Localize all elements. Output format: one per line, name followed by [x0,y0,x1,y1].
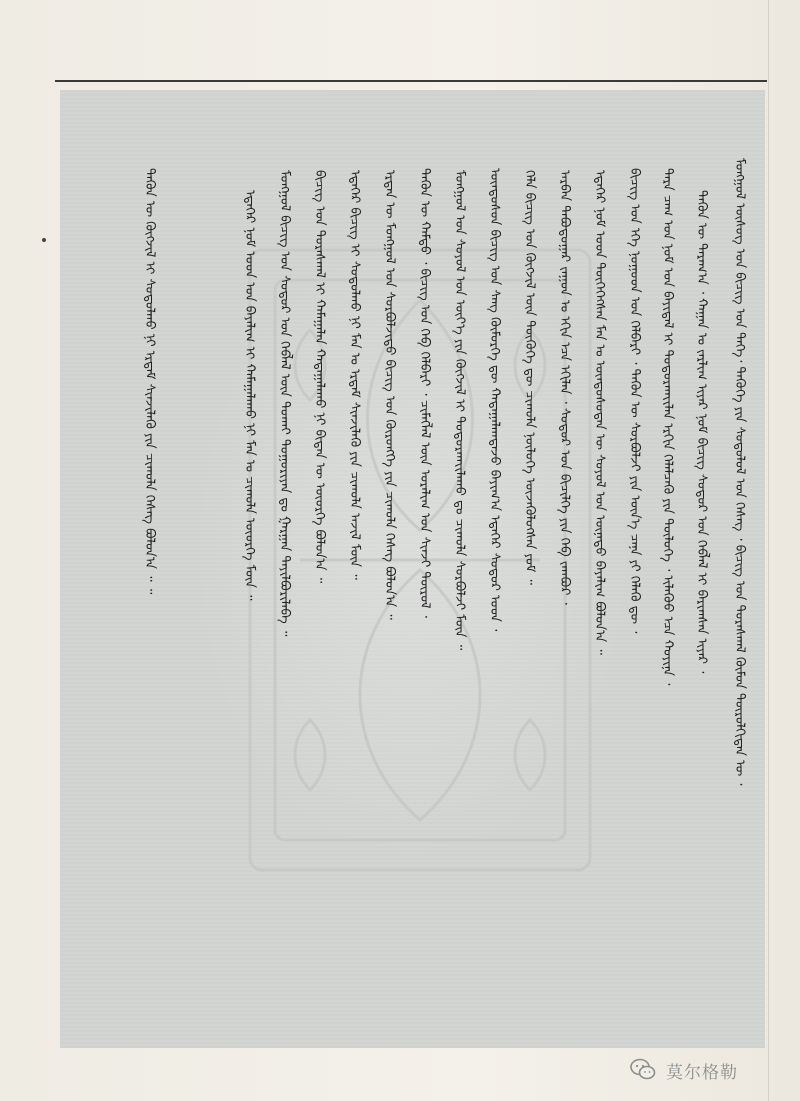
text-column-8: ᠦᠨᠳᠦᠰᠦᠨ ᠪᠢᠴᠢᠭ ᠤᠨ ᠰᠠᠩ ᠬᠥᠮᠥᠷᠭᠡ ᠳᠦ ᠬᠠᠳᠠᠭᠠᠯᠠᠭᠳᠠᠵᠤ ᠪᠠᠶᠢᠭ᠎ᠠ ᠡᠳᠡᠭᠡᠷ ᠰᠤᠳᠤᠷ ᠤᠳ ᠂ [487,168,502,632]
watermark-text: 莫尔格勒 [666,1062,738,1083]
header-rule [55,80,767,82]
text-column-12: ᠡᠳᠡᠭᠡᠷ ᠪᠢᠴᠢᠭ ᠢ ᠰᠤᠳᠤᠯᠬᠤ ᠨᠢ ᠮᠠᠨ ᠤ ᠡᠷᠳᠡᠮ ᠰᠢᠨᠵᠢᠯᠡᠬᠦ ᠶᠢᠨ ᠴᠢᠬᠤᠯᠠ ᠠᠵᠢᠯ ᠮᠥᠨ ᠃ [347,170,362,580]
wechat-icon [630,1058,656,1082]
page-edge [768,0,769,1101]
text-column-13: ᠪᠢᠴᠢᠭ ᠤᠨ ᠳᠤᠷᠠᠰᠬᠠᠯ ᠢ ᠬᠠᠮᠠᠭᠠᠯᠠᠨ ᠬᠠᠳᠠᠭᠠᠯᠠᠬᠤ ᠨᠢ ᠪᠢᠳᠡᠨ ᠦ ᠦᠦᠷᠭᠡ ᠪᠣᠯᠤᠨ᠎ᠠ ᠃ [312,170,327,584]
text-column-1: ᠮᠣᠩᠭᠣᠯ ᠦᠰᠦᠭ ᠤᠨ ᠪᠢᠴᠢᠭ ᠤᠨ ᠲᠡᠬᠡ᠂ ᠲᠡᠭᠦᠬᠡ ᠶᠢᠨ ᠰᠤᠳᠤᠯᠤᠯ ᠤᠨ ᠬᠡᠰᠡᠭ ᠂ ᠪᠢᠴᠢᠭ ᠤᠨ ᠳᠤᠷᠠᠰᠬᠠᠯ ᠬᠦᠮᠦᠨ ᠲᠥᠷᠥᠯᠬᠢᠲᠡᠨ ᠦ ᠂ [732,158,747,786]
text-column-4: ᠪᠢᠴᠢᠭ ᠤᠨ ᠡᠬᠡ ᠨᠤᠭᠤᠳ ᠤᠨ ᠬᠡᠯᠪᠡᠷᠢ ᠂ ᠲᠡᠭᠦᠨ ᠦ ᠰᠤᠷᠪᠤᠯᠵᠢ ᠶᠢᠨ ᠦᠨ᠎ᠡ ᠴᠡᠨᠡ ᠶᠢ ᠬᠡᠯᠡᠬᠦ ᠳᠦ ᠂ [627,168,642,634]
ink-speck [42,238,46,242]
text-column-14: ᠮᠣᠩᠭᠣᠯ ᠪᠢᠴᠢᠭ ᠤᠨ ᠰᠤᠳᠤᠷ ᠤᠨ ᠬᠡᠪᠯᠡᠯ ᠦᠨ ᠲᠤᠬᠠᠢ ᠳᠤᠭᠤᠷᠢᠶᠠᠨ ᠳᠤ ᠭᠠᠷᠭᠠᠨ ᠲᠠᠶᠢᠯᠪᠤᠷᠢᠯᠠᠪᠠ ᠃ [277,170,292,637]
text-column-5: ᠡᠳᠡᠭᠡᠷ ᠨᠣᠮ ᠤᠳ ᠲᠦᠭᠡᠭᠡᠭᠰᠡᠨ ᠮᠠᠨ ᠤ ᠦᠨᠳᠦᠰᠦᠲᠡᠨ ᠦ ᠰᠣᠶᠣᠯ ᠤᠨ ᠦᠨᠡᠲᠦ ᠪᠠᠶᠠᠯᠢᠭ ᠪᠣᠯᠤᠨ᠎ᠠ ᠃ [592,170,607,655]
text-column-7: ᠬᠡᠯᠡ ᠪᠢᠴᠢᠭ ᠤᠨ ᠬᠥᠭᠵᠢᠯ ᠦᠨ ᠲᠦᠭᠦᠬᠡ ᠳᠦ ᠴᠢᠬᠤᠯᠠ ᠨᠥᠯᠦᠭᠡ ᠦᠵᠡᠭᠦᠯᠦᠭᠰᠡᠨ ᠶᠤᠮ ᠃ [522,170,537,585]
text-column-16: ᠲᠡᠭᠦᠨ ᠦ ᠬᠥᠭᠵᠢᠯ ᠢ ᠰᠤᠳᠤᠯᠬᠤ ᠨᠢ ᠡᠷᠳᠡᠮ ᠰᠢᠨᠵᠢᠯᠡᠬᠦ ᠶᠢᠨ ᠴᠢᠬᠤᠯᠠ ᠬᠡᠰᠡᠭ ᠪᠣᠯᠤᠨ᠎ᠠ ᠃ ᠃ [142,168,157,595]
watermark [630,1050,780,1090]
text-column-15: ᠡᠳᠡᠭᠡᠷ ᠨᠣᠮ ᠤᠳ ᠤᠨ ᠪᠠᠶᠠᠯᠢᠭ ᠢ ᠬᠠᠮᠠᠭᠠᠯᠠᠬᠤ ᠨᠢ ᠮᠠᠨ ᠤ ᠴᠢᠬᠤᠯᠠ ᠦᠦᠷᠭᠡ ᠮᠥᠨ ᠃ [242,190,257,601]
text-column-3: ᠲᠡᠷᠡ ᠴᠠᠭ ᠤᠨ ᠨᠣᠮ ᠤᠨ ᠪᠠᠶᠢᠳᠠᠯ ᠢ ᠲᠣᠳᠣᠷᠬᠠᠶ᠋ᠢᠯᠠᠨ ᠡᠷᠭᠢᠨ ᠬᠡᠯᠡᠯᠴᠡᠬᠦ ᠶᠢᠨ ᠲᠥᠯᠦᠭᠡ ᠂ ᠢᠯᠡᠭᠦᠦ ᠡᠴᠡ ᠬᠣᠶᠢᠨᠠ ᠂ [660,168,675,686]
text-column-10: ᠲᠡᠭᠦᠨ ᠦ ᠬᠠᠮᠲᠤ ᠂ ᠪᠢᠴᠢᠭ ᠤᠨ ᠬᠡᠪ ᠬᠡᠯᠪᠡᠷᠢ ᠂ ᠴᠢᠮᠡᠭᠯᠡᠯ ᠦᠨ ᠤᠷᠠᠯᠢᠭ ᠤᠨ ᠰᠢᠨᠵᠢ ᠲᠥᠷᠥᠯ ᠂ [417,168,432,618]
text-column-6: ᠠᠷᠪᠠᠨ ᠲᠠᠪᠤᠳᠤᠭᠠᠷ ᠵᠠᠭᠤᠨ ᠤ ᠡᠬᠢᠨ ᠡᠴᠡ ᠡᠬᠢᠯᠡᠨ ᠂ ᠰᠤᠳᠤᠷ ᠤᠨ ᠪᠢᠴᠢᠯᠭᠡ ᠶᠢᠨ ᠬᠡᠪ ᠵᠠᠭᠪᠤᠷ ᠂ [557,170,572,605]
text-panel [60,90,765,1048]
text-column-2: ᠲᠡᠭᠦᠨ ᠦ ᠳᠠᠷᠠᠭ᠎ᠠ ᠂ ᠬᠠᠭᠠᠨ ᠤ ᠵᠠᠷᠯᠢᠭ ᠢᠶᠠᠷ ᠨᠣᠮ ᠪᠢᠴᠢᠭ ᠰᠤᠳᠤᠷ ᠤᠨ ᠬᠡᠪᠯᠡᠯ ᠢ ᠪᠠᠷᠢᠭᠰᠠᠨ ᠢᠶᠠᠷ ᠂ [694,190,709,674]
text-column-9: ᠮᠣᠩᠭᠣᠯ ᠤᠨ ᠰᠣᠶᠣᠯ ᠤᠨ ᠦᠶ᠎ᠡ ᠶᠢᠨ ᠬᠥᠭᠵᠢᠯ ᠢ ᠲᠣᠳᠣᠷᠬᠠᠶ᠋ᠢᠯᠠᠬᠤ ᠳᠤ ᠴᠢᠬᠤᠯᠠ ᠰᠤᠷᠪᠤᠯᠵᠢ ᠮᠥᠨ ᠃ [452,170,467,651]
text-column-11: ᠡᠷᠲᠡᠨ ᠦ ᠮᠣᠩᠭᠣᠯ ᠤᠨ ᠰᠤᠷᠪᠤᠯᠵᠢᠲᠤ ᠪᠢᠴᠢᠭ ᠤᠨ ᠬᠥᠷᠥᠩᠭᠡ ᠶᠢᠨ ᠴᠢᠬᠤᠯᠠ ᠬᠡᠰᠡᠭ ᠪᠣᠯᠤᠨ᠎ᠠ ᠃ [382,170,397,620]
